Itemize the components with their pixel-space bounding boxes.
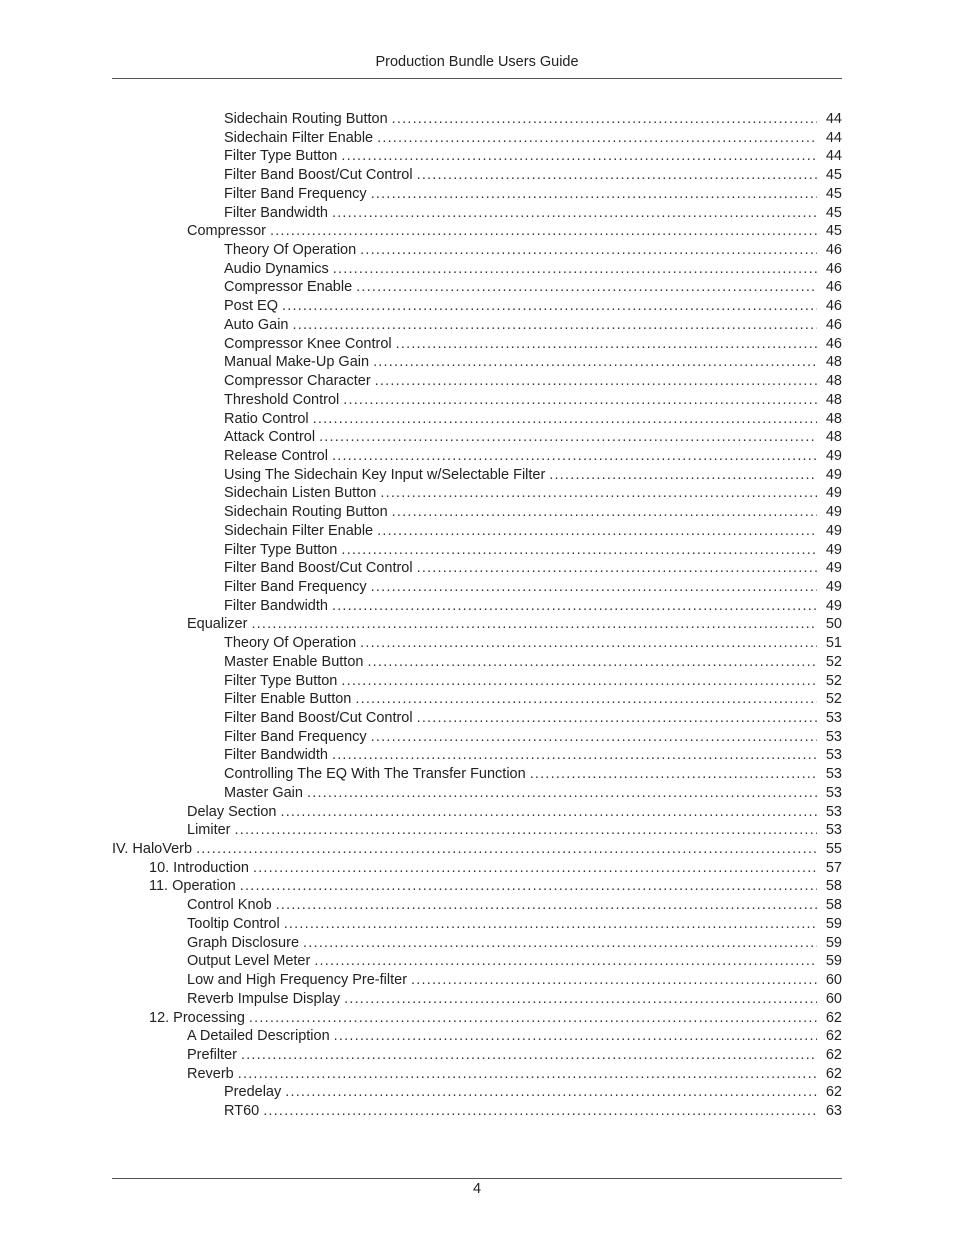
toc-entry-page-number: 53 (825, 784, 842, 801)
toc-entry-label: IV. HaloVerb (112, 841, 193, 858)
toc-entry-label: 12. Processing (149, 1009, 245, 1026)
toc-entry-page-number: 49 (825, 560, 842, 577)
toc-dot-leader (238, 1065, 817, 1084)
toc-entry-label: Sidechain Listen Button (224, 485, 377, 502)
toc-entry[interactable] (112, 503, 842, 522)
toc-entry-page-number: 45 (825, 185, 842, 202)
toc-entry-label: Filter Type Button (224, 148, 338, 165)
toc-dot-leader (196, 840, 817, 859)
toc-entry[interactable] (112, 634, 842, 653)
toc-entry-page-number: 50 (825, 616, 842, 633)
toc-entry-page-number: 49 (825, 485, 842, 502)
toc-dot-leader (276, 896, 817, 915)
toc-entry-label: Filter Type Button (224, 541, 338, 558)
toc-dot-leader (251, 615, 817, 634)
toc-entry[interactable] (112, 129, 842, 148)
toc-entry-page-number: 44 (825, 111, 842, 127)
toc-entry-label: 10. Introduction (149, 859, 249, 876)
toc-entry-label: Audio Dynamics (224, 260, 329, 277)
toc-entry-page-number: 52 (825, 672, 842, 689)
toc-entry[interactable] (112, 877, 842, 896)
toc-dot-leader (332, 447, 817, 466)
toc-dot-leader (263, 1102, 817, 1121)
toc-entry-label: Post EQ (224, 298, 278, 315)
toc-entry-label: Sidechain Routing Button (224, 504, 388, 521)
toc-entry-label: Auto Gain (224, 316, 289, 333)
toc-entry[interactable] (112, 1083, 842, 1102)
toc-entry-page-number: 46 (825, 335, 842, 352)
toc-dot-leader (235, 821, 817, 840)
toc-entry-label: Filter Enable Button (224, 691, 352, 708)
toc-dot-leader (549, 466, 817, 485)
toc-entry-label: Filter Type Button (224, 672, 338, 689)
toc-entry[interactable] (112, 672, 842, 691)
toc-entry-page-number: 62 (825, 1084, 842, 1101)
toc-entry[interactable] (112, 578, 842, 597)
toc-entry-page-number: 59 (825, 953, 842, 970)
toc-entry-page-number: 62 (825, 1009, 842, 1026)
header-rule (112, 78, 842, 79)
toc-entry-label: Ratio Control (224, 410, 309, 427)
toc-dot-leader (241, 1046, 817, 1065)
toc-entry-page-number: 63 (825, 1103, 842, 1120)
toc-dot-leader (373, 353, 817, 372)
toc-dot-leader (344, 990, 817, 1009)
toc-dot-leader (377, 129, 817, 148)
toc-entry[interactable] (112, 147, 842, 166)
toc-dot-leader (355, 690, 817, 709)
toc-dot-leader (307, 784, 817, 803)
toc-dot-leader (293, 316, 818, 335)
toc-entry-label: Sidechain Filter Enable (224, 129, 374, 146)
toc-entry[interactable] (112, 728, 842, 747)
toc-entry[interactable] (112, 709, 842, 728)
toc-dot-leader (371, 185, 817, 204)
toc-entry-label: Threshold Control (224, 391, 340, 408)
toc-entry[interactable] (112, 746, 842, 765)
toc-entry-label: Sidechain Filter Enable (224, 522, 374, 539)
toc-entry-label: Using The Sidechain Key Input w/Selectable Filter (224, 466, 546, 483)
toc-entry[interactable] (112, 410, 842, 429)
toc-dot-leader (332, 597, 817, 616)
toc-entry[interactable] (112, 335, 842, 354)
toc-entry-page-number: 57 (825, 859, 842, 876)
toc-entry-label: A Detailed Description (187, 1028, 330, 1045)
toc-entry-label: Filter Bandwidth (224, 204, 328, 221)
toc-dot-leader (319, 428, 817, 447)
toc-entry-label: Reverb Impulse Display (187, 990, 341, 1007)
toc-dot-leader (303, 934, 817, 953)
toc-dot-leader (392, 110, 817, 129)
toc-entry-label: Release Control (224, 447, 328, 464)
toc-dot-leader (396, 335, 817, 354)
toc-entry-label: Output Level Meter (187, 953, 311, 970)
toc-entry-label: Sidechain Routing Button (224, 111, 388, 127)
toc-entry-page-number: 58 (825, 897, 842, 914)
toc-entry[interactable] (112, 1009, 842, 1028)
toc-entry-page-number: 49 (825, 447, 842, 464)
toc-entry-label: Filter Band Frequency (224, 578, 367, 595)
toc-dot-leader (341, 541, 817, 560)
toc-entry-label: Compressor Character (224, 373, 371, 390)
toc-entry[interactable] (112, 821, 842, 840)
toc-dot-leader (280, 803, 817, 822)
toc-dot-leader (249, 1009, 817, 1028)
toc-entry-page-number: 53 (825, 728, 842, 745)
toc-entry-page-number: 58 (825, 878, 842, 895)
toc-entry-label: Theory Of Operation (224, 242, 357, 259)
toc-entry[interactable] (112, 1046, 842, 1065)
toc-entry-page-number: 48 (825, 391, 842, 408)
toc-entry-label: Predelay (224, 1084, 282, 1101)
toc-entry-page-number: 49 (825, 541, 842, 558)
toc-entry[interactable] (112, 896, 842, 915)
toc-dot-leader (313, 410, 817, 429)
toc-entry-page-number: 44 (825, 148, 842, 165)
toc-entry-page-number: 51 (825, 635, 842, 652)
toc-entry-label: Tooltip Control (187, 915, 280, 932)
toc-entry-page-number: 49 (825, 522, 842, 539)
toc-entry-label: Manual Make-Up Gain (224, 354, 370, 371)
toc-entry-label: RT60 (224, 1103, 260, 1120)
page-header-title: Production Bundle Users Guide (375, 54, 579, 70)
toc-dot-leader (360, 634, 817, 653)
toc-entry-page-number: 48 (825, 429, 842, 446)
toc-entry-page-number: 53 (825, 747, 842, 764)
toc-entry[interactable] (112, 316, 842, 335)
toc-entry[interactable] (112, 110, 842, 129)
toc-entry-label: Compressor Enable (224, 279, 353, 296)
toc-dot-leader (380, 484, 817, 503)
toc-entry-label: 11. Operation (149, 878, 236, 895)
toc-entry[interactable] (112, 484, 842, 503)
toc-entry[interactable] (112, 653, 842, 672)
toc-entry[interactable] (112, 222, 842, 241)
toc-entry-label: Delay Section (187, 803, 277, 820)
toc-entry-label: Prefilter (187, 1046, 237, 1063)
toc-entry[interactable] (112, 615, 842, 634)
toc-entry-label: Controlling The EQ With The Transfer Function (224, 766, 526, 783)
toc-entry-label: Filter Band Boost/Cut Control (224, 167, 413, 184)
toc-entry-page-number: 59 (825, 915, 842, 932)
toc-entry-label: Control Knob (187, 897, 272, 914)
toc-entry-label: Filter Bandwidth (224, 597, 328, 614)
toc-entry[interactable] (112, 690, 842, 709)
toc-entry-page-number: 45 (825, 223, 842, 240)
toc-dot-leader (314, 952, 817, 971)
toc-entry[interactable] (112, 297, 842, 316)
toc-entry[interactable] (112, 784, 842, 803)
toc-entry[interactable] (112, 466, 842, 485)
toc-entry-label: Master Enable Button (224, 653, 364, 670)
toc-entry-page-number: 55 (825, 841, 842, 858)
toc-entry-page-number: 45 (825, 204, 842, 221)
toc-entry-page-number: 48 (825, 373, 842, 390)
toc-dot-leader (332, 746, 817, 765)
toc-entry-page-number: 46 (825, 242, 842, 259)
toc-entry-page-number: 53 (825, 766, 842, 783)
footer-page-number: 4 (472, 1181, 482, 1197)
toc-dot-leader (417, 166, 817, 185)
footer-rule (112, 1178, 842, 1179)
toc-dot-leader (360, 241, 817, 260)
toc-entry[interactable] (112, 241, 842, 260)
toc-entry-page-number: 46 (825, 260, 842, 277)
toc-entry-page-number: 60 (825, 972, 842, 989)
toc-entry[interactable] (112, 934, 842, 953)
toc-dot-leader (334, 1027, 817, 1046)
toc-entry-label: Compressor Knee Control (224, 335, 392, 352)
toc-dot-leader (530, 765, 817, 784)
toc-dot-leader (371, 728, 817, 747)
toc-entry[interactable] (112, 447, 842, 466)
toc-dot-leader (417, 709, 817, 728)
toc-dot-leader (343, 391, 817, 410)
toc-entry[interactable] (112, 541, 842, 560)
toc-entry-label: Compressor (187, 223, 266, 240)
toc-entry[interactable] (112, 278, 842, 297)
toc-dot-leader (282, 297, 817, 316)
toc-entry-label: Graph Disclosure (187, 934, 300, 951)
toc-entry[interactable] (112, 859, 842, 878)
toc-entry[interactable] (112, 803, 842, 822)
toc-entry[interactable] (112, 559, 842, 578)
toc-entry-page-number: 46 (825, 316, 842, 333)
toc-entry-page-number: 59 (825, 934, 842, 951)
toc-entry-label: Filter Band Frequency (224, 728, 367, 745)
toc-entry[interactable] (112, 990, 842, 1009)
toc-entry[interactable] (112, 166, 842, 185)
toc-entry[interactable] (112, 260, 842, 279)
toc-entry[interactable] (112, 952, 842, 971)
toc-entry[interactable] (112, 1102, 842, 1121)
toc-dot-leader (284, 915, 817, 934)
toc-dot-leader (341, 672, 817, 691)
toc-entry-page-number: 62 (825, 1065, 842, 1082)
toc-entry[interactable] (112, 1065, 842, 1084)
toc-dot-leader (240, 877, 817, 896)
toc-entry-page-number: 44 (825, 129, 842, 146)
toc-dot-leader (375, 372, 817, 391)
toc-entry[interactable] (112, 372, 842, 391)
toc-entry[interactable] (112, 971, 842, 990)
toc-entry-page-number: 62 (825, 1046, 842, 1063)
toc-entry-page-number: 62 (825, 1028, 842, 1045)
toc-entry-page-number: 49 (825, 578, 842, 595)
toc-entry-page-number: 49 (825, 504, 842, 521)
toc-entry-label: Filter Band Boost/Cut Control (224, 710, 413, 726)
toc-entry-page-number: 53 (825, 803, 842, 820)
toc-entry-page-number: 60 (825, 990, 842, 1007)
toc-entry-page-number: 52 (825, 691, 842, 708)
toc-entry-page-number: 53 (825, 710, 842, 726)
toc-dot-leader (341, 147, 817, 166)
toc-entry-page-number: 53 (825, 822, 842, 839)
toc-entry-page-number: 48 (825, 410, 842, 427)
toc-entry[interactable] (112, 840, 842, 859)
toc-entry-label: Attack Control (224, 429, 316, 446)
toc-dot-leader (417, 559, 817, 578)
toc-dot-leader (270, 222, 817, 241)
toc-entry-page-number: 48 (825, 354, 842, 371)
toc-entry-page-number: 45 (825, 167, 842, 184)
toc-entry-label: Filter Bandwidth (224, 747, 328, 764)
toc-entry[interactable] (112, 522, 842, 541)
toc-dot-leader (356, 278, 817, 297)
table-of-contents (112, 110, 842, 1121)
toc-entry-label: Filter Band Boost/Cut Control (224, 560, 413, 577)
toc-dot-leader (333, 260, 817, 279)
toc-entry-page-number: 49 (825, 466, 842, 483)
toc-entry[interactable] (112, 597, 842, 616)
toc-entry-page-number: 46 (825, 298, 842, 315)
toc-entry-label: Theory Of Operation (224, 635, 357, 652)
toc-entry-page-number: 46 (825, 279, 842, 296)
toc-dot-leader (332, 204, 817, 223)
toc-entry[interactable] (112, 353, 842, 372)
toc-dot-leader (411, 971, 817, 990)
toc-entry[interactable] (112, 428, 842, 447)
toc-dot-leader (253, 859, 817, 878)
toc-dot-leader (392, 503, 817, 522)
toc-entry-page-number: 49 (825, 597, 842, 614)
toc-entry-label: Reverb (187, 1065, 234, 1082)
toc-entry-label: Equalizer (187, 616, 248, 633)
toc-dot-leader (377, 522, 817, 541)
toc-entry-label: Low and High Frequency Pre-filter (187, 972, 408, 989)
toc-entry[interactable] (112, 765, 842, 784)
toc-entry[interactable] (112, 1027, 842, 1046)
toc-dot-leader (285, 1083, 817, 1102)
toc-entry[interactable] (112, 204, 842, 223)
toc-entry-label: Limiter (187, 822, 231, 839)
toc-entry[interactable] (112, 391, 842, 410)
toc-entry-page-number: 52 (825, 653, 842, 670)
toc-dot-leader (367, 653, 817, 672)
toc-entry[interactable] (112, 915, 842, 934)
toc-dot-leader (371, 578, 817, 597)
toc-entry[interactable] (112, 185, 842, 204)
toc-entry-label: Master Gain (224, 784, 303, 801)
toc-entry-label: Filter Band Frequency (224, 185, 367, 202)
